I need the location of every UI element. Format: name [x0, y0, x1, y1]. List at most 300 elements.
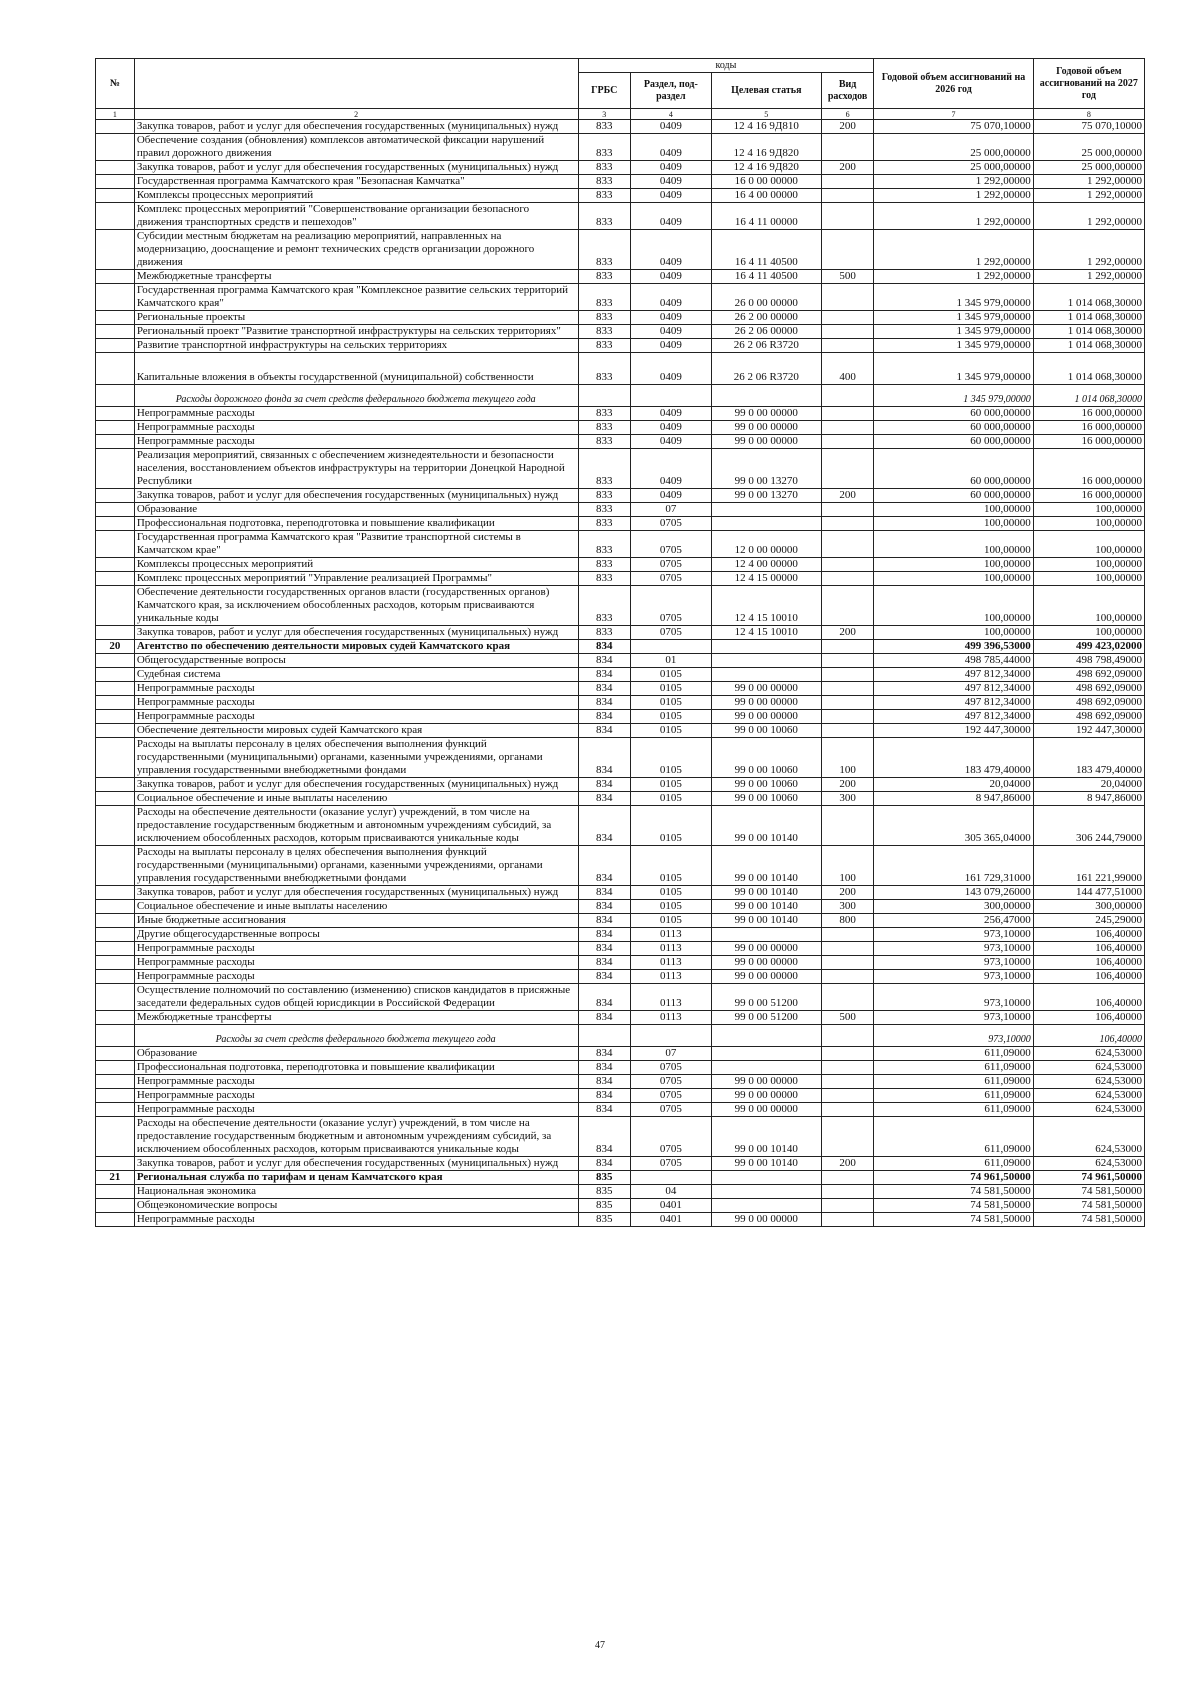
row-target: 16 4 11 40500: [711, 270, 821, 284]
row-target: [711, 668, 821, 682]
row-target: 12 4 16 9Д820: [711, 134, 821, 161]
row-expense-type: 800: [821, 914, 873, 928]
row-amount-2027: 498 692,09000: [1033, 710, 1144, 724]
row-amount-2027: 183 479,40000: [1033, 738, 1144, 778]
column-number: 6: [821, 109, 873, 120]
row-amount-2026: 497 812,34000: [874, 696, 1033, 710]
row-number: [96, 914, 135, 928]
row-expense-type: [821, 175, 873, 189]
row-name: Закупка товаров, работ и услуг для обеспечения государственных (муниципальных) нужд: [134, 120, 578, 134]
row-amount-2027: 245,29000: [1033, 914, 1144, 928]
row-amount-2027: 16 000,00000: [1033, 407, 1144, 421]
row-section: 01: [630, 654, 711, 668]
row-section: 0113: [630, 956, 711, 970]
row-section: 0705: [630, 1061, 711, 1075]
row-target: 99 0 00 51200: [711, 1011, 821, 1025]
table-row: [96, 311, 1145, 325]
row-number: [96, 531, 135, 558]
row-amount-2026: 143 079,26000: [874, 886, 1033, 900]
table-row: [96, 1213, 1145, 1227]
row-target: 26 2 06 R3720: [711, 339, 821, 353]
row-amount-2027: 624,53000: [1033, 1103, 1144, 1117]
table-row: [96, 984, 1145, 1011]
row-amount-2026: 100,00000: [874, 586, 1033, 626]
table-row: [96, 724, 1145, 738]
row-name: Обеспечение деятельности мировых судей Камчатского края: [134, 724, 578, 738]
row-number: [96, 558, 135, 572]
row-grbs: 833: [578, 531, 630, 558]
row-section: 0705: [630, 626, 711, 640]
row-amount-2027: 100,00000: [1033, 626, 1144, 640]
row-section: 0409: [630, 311, 711, 325]
row-section: 0409: [630, 449, 711, 489]
row-amount-2026: 611,09000: [874, 1047, 1033, 1061]
row-target: [711, 1061, 821, 1075]
row-amount-2026: 300,00000: [874, 900, 1033, 914]
row-amount-2026: 1 345 979,00000: [874, 311, 1033, 325]
row-target: 16 4 11 00000: [711, 203, 821, 230]
row-grbs: 834: [578, 1047, 630, 1061]
row-target: 99 0 00 00000: [711, 1075, 821, 1089]
row-name: Комплексы процессных мероприятий: [134, 189, 578, 203]
row-expense-type: [821, 1213, 873, 1227]
row-expense-type: [821, 956, 873, 970]
table-row: [96, 503, 1145, 517]
row-name: Непрограммные расходы: [134, 407, 578, 421]
row-amount-2026: 100,00000: [874, 572, 1033, 586]
row-expense-type: [821, 1047, 873, 1061]
table-row: [96, 778, 1145, 792]
row-expense-type: [821, 517, 873, 531]
row-target: [711, 503, 821, 517]
row-target: 99 0 00 10140: [711, 846, 821, 886]
table-row: [96, 696, 1145, 710]
table-row: [96, 325, 1145, 339]
row-amount-2027: 74 581,50000: [1033, 1185, 1144, 1199]
header-codes: коды: [578, 59, 874, 73]
row-name: Непрограммные расходы: [134, 421, 578, 435]
row-grbs: 833: [578, 339, 630, 353]
row-section: 0105: [630, 792, 711, 806]
row-number: [96, 682, 135, 696]
table-row: [96, 558, 1145, 572]
row-section: 0409: [630, 489, 711, 503]
row-number: [96, 970, 135, 984]
row-amount-2027: 1 014 068,30000: [1033, 284, 1144, 311]
table-row: [96, 572, 1145, 586]
row-name: Непрограммные расходы: [134, 1213, 578, 1227]
row-grbs: 834: [578, 984, 630, 1011]
row-expense-type: 200: [821, 778, 873, 792]
row-expense-type: [821, 1185, 873, 1199]
row-grbs: 833: [578, 134, 630, 161]
table-row: [96, 517, 1145, 531]
column-number: 2: [134, 109, 578, 120]
row-expense-type: [821, 1103, 873, 1117]
row-grbs: 833: [578, 203, 630, 230]
row-amount-2026: 611,09000: [874, 1061, 1033, 1075]
row-amount-2027: 100,00000: [1033, 503, 1144, 517]
row-expense-type: [821, 572, 873, 586]
row-expense-type: [821, 654, 873, 668]
row-name: Непрограммные расходы: [134, 942, 578, 956]
row-name: Государственная программа Камчатского края "Комплексное развитие сельских территорий Камчатского края": [134, 284, 578, 311]
table-row: [96, 970, 1145, 984]
row-expense-type: [821, 696, 873, 710]
row-amount-2026: 611,09000: [874, 1075, 1033, 1089]
table-row: [96, 1103, 1145, 1117]
row-target: 99 0 00 10140: [711, 806, 821, 846]
row-number: [96, 1185, 135, 1199]
row-amount-2026: 611,09000: [874, 1103, 1033, 1117]
row-grbs: 834: [578, 668, 630, 682]
column-number: 8: [1033, 109, 1144, 120]
row-amount-2027: 106,40000: [1033, 956, 1144, 970]
row-name: Судебная система: [134, 668, 578, 682]
row-amount-2026: 973,10000: [874, 956, 1033, 970]
row-amount-2026: 611,09000: [874, 1089, 1033, 1103]
row-amount-2026: 25 000,00000: [874, 161, 1033, 175]
row-target: 99 0 00 00000: [711, 407, 821, 421]
row-target: 12 4 00 00000: [711, 558, 821, 572]
row-name: Региональный проект "Развитие транспортной инфраструктуры на сельских территориях": [134, 325, 578, 339]
row-amount-2027: 106,40000: [1033, 970, 1144, 984]
row-section: 0705: [630, 1103, 711, 1117]
row-amount-2027: 106,40000: [1033, 928, 1144, 942]
row-grbs: 835: [578, 1213, 630, 1227]
row-number: [96, 353, 135, 385]
row-section: 0409: [630, 339, 711, 353]
row-name: Государственная программа Камчатского края "Развитие транспортной системы в Камчатском крае": [134, 531, 578, 558]
row-grbs: 834: [578, 928, 630, 942]
row-target: 16 0 00 00000: [711, 175, 821, 189]
row-amount-2027: 25 000,00000: [1033, 134, 1144, 161]
row-grbs: 834: [578, 942, 630, 956]
row-amount-2027: 106,40000: [1033, 1011, 1144, 1025]
row-grbs: 834: [578, 1061, 630, 1075]
row-grbs: 833: [578, 558, 630, 572]
table-row: [96, 230, 1145, 270]
table-row: [96, 120, 1145, 134]
row-target: 12 4 15 00000: [711, 572, 821, 586]
row-grbs: 833: [578, 435, 630, 449]
row-section: 0401: [630, 1213, 711, 1227]
row-grbs: 833: [578, 311, 630, 325]
row-amount-2026: 1 345 979,00000: [874, 353, 1033, 385]
row-amount-2026: 1 345 979,00000: [874, 385, 1033, 407]
row-amount-2026: 60 000,00000: [874, 435, 1033, 449]
row-number: 20: [96, 640, 135, 654]
row-name: Образование: [134, 1047, 578, 1061]
column-number: 4: [630, 109, 711, 120]
row-name: Социальное обеспечение и иные выплаты населению: [134, 792, 578, 806]
row-expense-type: [821, 385, 873, 407]
row-name: Расходы на выплаты персоналу в целях обеспечения выполнения функций государственными (муниципальными) органами, казенными учреждениями, органами управления государственными внебюджетными фондами: [134, 846, 578, 886]
row-grbs: 833: [578, 449, 630, 489]
row-target: 26 2 06 00000: [711, 325, 821, 339]
row-grbs: 834: [578, 1157, 630, 1171]
column-number: 3: [578, 109, 630, 120]
row-amount-2027: 1 014 068,30000: [1033, 353, 1144, 385]
row-expense-type: [821, 449, 873, 489]
row-amount-2027: 106,40000: [1033, 942, 1144, 956]
row-section: 0113: [630, 984, 711, 1011]
row-section: 0113: [630, 928, 711, 942]
row-name: Комплексы процессных мероприятий: [134, 558, 578, 572]
row-amount-2026: 1 292,00000: [874, 203, 1033, 230]
table-row: [96, 682, 1145, 696]
row-name: Региональные проекты: [134, 311, 578, 325]
row-name: Образование: [134, 503, 578, 517]
row-expense-type: 200: [821, 161, 873, 175]
row-grbs: 833: [578, 421, 630, 435]
row-amount-2027: 624,53000: [1033, 1117, 1144, 1157]
row-number: [96, 120, 135, 134]
header-column-numbers: [96, 109, 1145, 120]
table-row: [96, 1075, 1145, 1089]
row-expense-type: 200: [821, 489, 873, 503]
row-number: [96, 1025, 135, 1047]
row-number: [96, 724, 135, 738]
row-name: Профессиональная подготовка, переподготовка и повышение квалификации: [134, 1061, 578, 1075]
table-row: [96, 134, 1145, 161]
table-row: [96, 1199, 1145, 1213]
row-expense-type: 200: [821, 120, 873, 134]
row-expense-type: [821, 1061, 873, 1075]
row-name: Государственная программа Камчатского края "Безопасная Камчатка": [134, 175, 578, 189]
row-target: 99 0 00 10140: [711, 1157, 821, 1171]
row-amount-2027: 106,40000: [1033, 1025, 1144, 1047]
row-expense-type: [821, 970, 873, 984]
row-number: [96, 1213, 135, 1227]
row-section: [630, 1025, 711, 1047]
row-expense-type: [821, 724, 873, 738]
row-section: 0409: [630, 284, 711, 311]
row-amount-2026: 1 292,00000: [874, 270, 1033, 284]
row-target: 99 0 00 00000: [711, 710, 821, 724]
row-number: [96, 572, 135, 586]
row-target: 99 0 00 10060: [711, 778, 821, 792]
row-section: 0113: [630, 970, 711, 984]
row-number: [96, 928, 135, 942]
table-row: [96, 385, 1145, 407]
row-amount-2027: 1 292,00000: [1033, 203, 1144, 230]
row-section: 0105: [630, 914, 711, 928]
table-row: [96, 1157, 1145, 1171]
row-amount-2027: 25 000,00000: [1033, 161, 1144, 175]
row-name: Закупка товаров, работ и услуг для обеспечения государственных (муниципальных) нужд: [134, 489, 578, 503]
row-amount-2026: 973,10000: [874, 970, 1033, 984]
row-expense-type: 400: [821, 353, 873, 385]
row-target: [711, 1047, 821, 1061]
row-name: Непрограммные расходы: [134, 435, 578, 449]
row-amount-2027: 100,00000: [1033, 558, 1144, 572]
row-expense-type: [821, 668, 873, 682]
row-grbs: 833: [578, 175, 630, 189]
row-amount-2027: 624,53000: [1033, 1061, 1144, 1075]
row-section: 0705: [630, 1089, 711, 1103]
row-section: 0705: [630, 586, 711, 626]
row-name: Непрограммные расходы: [134, 696, 578, 710]
table-row: [96, 189, 1145, 203]
row-section: 0105: [630, 738, 711, 778]
row-number: [96, 407, 135, 421]
header-section: Раздел, под-раздел: [630, 73, 711, 109]
row-name: Непрограммные расходы: [134, 956, 578, 970]
row-amount-2027: 100,00000: [1033, 586, 1144, 626]
row-target: [711, 1171, 821, 1185]
row-name: Расходы на обеспечение деятельности (оказание услуг) учреждений, в том числе на предоставление государственным бюджетным и автономным учреждениям субсидий, за исключением обособленных расходов, которым присваиваются уникальные коды: [134, 1117, 578, 1157]
row-number: [96, 738, 135, 778]
row-amount-2027: 161 221,99000: [1033, 846, 1144, 886]
row-grbs: 834: [578, 710, 630, 724]
row-name: Общегосударственные вопросы: [134, 654, 578, 668]
row-name: Расходы на выплаты персоналу в целях обеспечения выполнения функций государственными (муниципальными) органами, казенными учреждениями, органами управления государственными внебюджетными фондами: [134, 738, 578, 778]
table-row: [96, 489, 1145, 503]
row-grbs: 834: [578, 724, 630, 738]
row-target: [711, 640, 821, 654]
row-number: [96, 806, 135, 846]
table-row: [96, 435, 1145, 449]
row-amount-2027: 106,40000: [1033, 984, 1144, 1011]
row-name: Комплекс процессных мероприятий "Совершенствование организации безопасного движения транспортных средств и пешеходов": [134, 203, 578, 230]
row-number: [96, 134, 135, 161]
row-expense-type: [821, 682, 873, 696]
row-amount-2026: 499 396,53000: [874, 640, 1033, 654]
row-amount-2026: 497 812,34000: [874, 682, 1033, 696]
column-number: 5: [711, 109, 821, 120]
row-section: 0705: [630, 1075, 711, 1089]
row-grbs: 833: [578, 325, 630, 339]
row-amount-2027: 1 014 068,30000: [1033, 311, 1144, 325]
row-amount-2026: 25 000,00000: [874, 134, 1033, 161]
table-row: [96, 161, 1145, 175]
row-grbs: 833: [578, 626, 630, 640]
table-body: [96, 120, 1145, 1227]
row-number: [96, 984, 135, 1011]
row-expense-type: [821, 806, 873, 846]
row-number: [96, 203, 135, 230]
row-amount-2027: 144 477,51000: [1033, 886, 1144, 900]
row-number: [96, 230, 135, 270]
row-number: [96, 189, 135, 203]
table-row: [96, 654, 1145, 668]
row-name: Закупка товаров, работ и услуг для обеспечения государственных (муниципальных) нужд: [134, 778, 578, 792]
row-target: [711, 1199, 821, 1213]
row-number: [96, 517, 135, 531]
row-name: Межбюджетные трансферты: [134, 270, 578, 284]
column-number: 7: [874, 109, 1033, 120]
row-amount-2027: 624,53000: [1033, 1047, 1144, 1061]
row-section: [630, 640, 711, 654]
row-expense-type: [821, 586, 873, 626]
row-section: 0409: [630, 120, 711, 134]
row-amount-2026: 183 479,40000: [874, 738, 1033, 778]
row-section: 0401: [630, 1199, 711, 1213]
table-row: [96, 203, 1145, 230]
row-amount-2026: 20,04000: [874, 778, 1033, 792]
row-target: 99 0 00 00000: [711, 435, 821, 449]
row-target: 99 0 00 00000: [711, 1213, 821, 1227]
row-target: 12 4 15 10010: [711, 586, 821, 626]
row-number: [96, 1199, 135, 1213]
row-target: 12 0 00 00000: [711, 531, 821, 558]
table-row: [96, 1047, 1145, 1061]
row-number: [96, 325, 135, 339]
row-grbs: 833: [578, 353, 630, 385]
row-number: [96, 1157, 135, 1171]
header-target: Целевая статья: [711, 73, 821, 109]
row-amount-2026: 611,09000: [874, 1157, 1033, 1171]
row-amount-2026: 1 292,00000: [874, 189, 1033, 203]
row-expense-type: 200: [821, 886, 873, 900]
row-target: 26 2 06 R3720: [711, 353, 821, 385]
row-target: 99 0 00 13270: [711, 449, 821, 489]
row-grbs: 834: [578, 1011, 630, 1025]
table-row: [96, 806, 1145, 846]
row-expense-type: [821, 339, 873, 353]
row-expense-type: [821, 640, 873, 654]
row-target: [711, 928, 821, 942]
table-row: [96, 956, 1145, 970]
row-grbs: 833: [578, 503, 630, 517]
row-grbs: 834: [578, 792, 630, 806]
row-grbs: 834: [578, 846, 630, 886]
row-name: Расходы дорожного фонда за счет средств федерального бюджета текущего года: [134, 385, 578, 407]
table-row: [96, 640, 1145, 654]
row-amount-2026: 74 581,50000: [874, 1185, 1033, 1199]
row-name: Национальная экономика: [134, 1185, 578, 1199]
row-amount-2026: 497 812,34000: [874, 710, 1033, 724]
table-row: [96, 1011, 1145, 1025]
row-number: [96, 778, 135, 792]
row-target: 99 0 00 00000: [711, 1089, 821, 1103]
row-section: 0105: [630, 696, 711, 710]
table-row: [96, 1171, 1145, 1185]
row-grbs: 834: [578, 640, 630, 654]
row-number: [96, 421, 135, 435]
row-expense-type: [821, 942, 873, 956]
row-target: 99 0 00 00000: [711, 942, 821, 956]
row-number: [96, 503, 135, 517]
table-row: [96, 1025, 1145, 1047]
table-row: [96, 1089, 1145, 1103]
row-target: 99 0 00 10140: [711, 886, 821, 900]
row-number: [96, 710, 135, 724]
header-vol2026: Годовой объем ассигнований на 2026 год: [874, 59, 1033, 109]
row-amount-2027: 624,53000: [1033, 1089, 1144, 1103]
row-grbs: 833: [578, 284, 630, 311]
row-number: [96, 900, 135, 914]
row-amount-2026: 8 947,86000: [874, 792, 1033, 806]
table-row: [96, 914, 1145, 928]
row-name: Расходы на обеспечение деятельности (оказание услуг) учреждений, в том числе на предоставление государственным бюджетным и автономным учреждениям субсидий, за исключением обособленных расходов, которым присваиваются уникальные коды: [134, 806, 578, 846]
row-section: 0105: [630, 778, 711, 792]
row-number: [96, 1075, 135, 1089]
row-name: Комплекс процессных мероприятий "Управление реализацией Программы": [134, 572, 578, 586]
row-amount-2027: 100,00000: [1033, 572, 1144, 586]
row-amount-2026: 100,00000: [874, 517, 1033, 531]
row-amount-2026: 75 070,10000: [874, 120, 1033, 134]
row-section: 0113: [630, 942, 711, 956]
table-row: [96, 942, 1145, 956]
row-number: [96, 339, 135, 353]
row-expense-type: [821, 421, 873, 435]
row-name: Непрограммные расходы: [134, 1075, 578, 1089]
row-name: Развитие транспортной инфраструктуры на сельских территориях: [134, 339, 578, 353]
row-name: Непрограммные расходы: [134, 1103, 578, 1117]
row-name: Обеспечение создания (обновления) комплексов автоматической фиксации нарушений правил дорожного движения: [134, 134, 578, 161]
